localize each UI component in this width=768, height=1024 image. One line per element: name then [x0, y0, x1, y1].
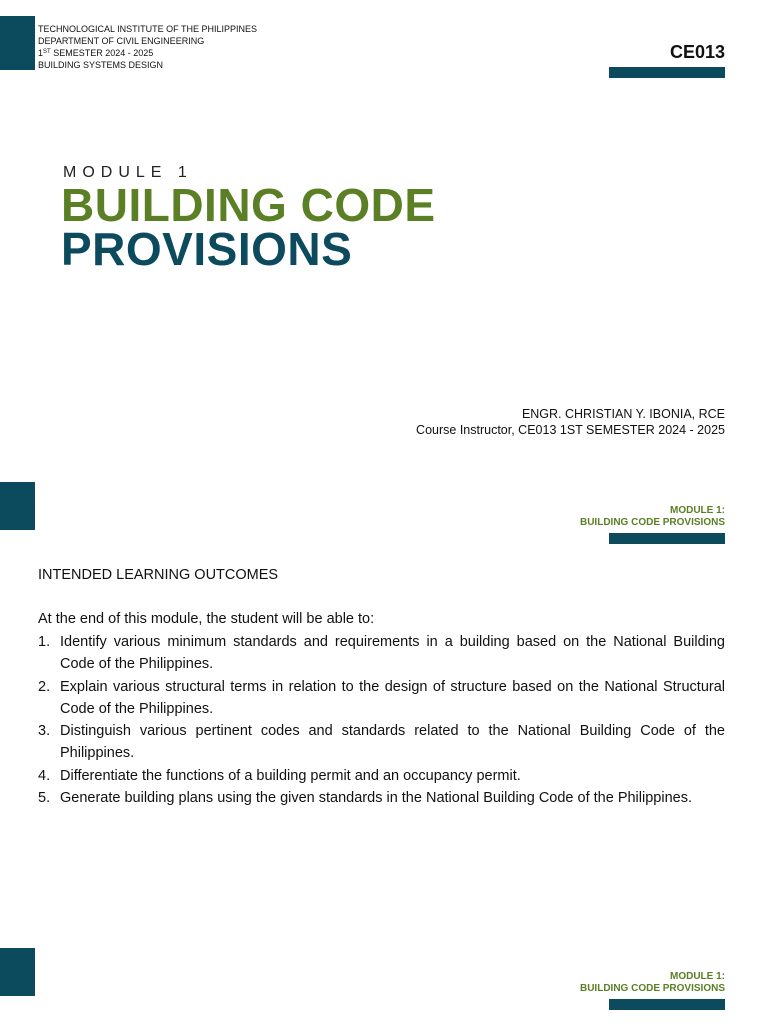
corner-block-top: [0, 16, 35, 70]
outcome-item: 1. Identify various minimum standards and requirements in a building based on the National Building Code of the Philippines.: [38, 634, 725, 673]
ilo-heading: INTENDED LEARNING OUTCOMES: [38, 567, 279, 583]
outcome-item: 2. Explain various structural terms in relation to the design of structure based on the National Structural Code of the Philippines.: [38, 678, 725, 717]
department-name: DEPARTMENT OF CIVIL ENGINEERING: [38, 35, 205, 46]
instructor-name: ENGR. CHRISTIAN Y. IBONIA, RCE: [521, 407, 725, 421]
instructor-role: Course Instructor, CE013 1ST SEMESTER 2024 - 2025: [416, 423, 725, 437]
semester-line: 1ST SEMESTER 2024 - 2025: [38, 48, 154, 58]
outcome-item: 3. Distinguish various pertinent codes and standards related to the National Building Code of the Philippines.: [38, 723, 725, 762]
corner-block-middle: [0, 482, 35, 530]
course-code-underline: [609, 67, 725, 78]
title-line-2: PROVISIONS: [61, 223, 353, 275]
document-header: [38, 24, 257, 71]
module-tag-top-bar: [609, 533, 725, 544]
ilo-intro: At the end of this module, the student will be able to:: [38, 611, 375, 627]
module-label: MODULE 1: [63, 164, 193, 181]
outcome-item: 5. Generate building plans using the given standards in the National Building Code of the Philippines.: [38, 790, 692, 807]
module-tag-bottom-bar: [609, 999, 725, 1010]
module-tag-top: MODULE 1: BUILDING CODE PROVISIONS: [579, 505, 725, 528]
institution-name: TECHNOLOGICAL INSTITUTE OF THE PHILIPPINES: [38, 24, 258, 34]
course-name: BUILDING SYSTEMS DESIGN: [38, 59, 164, 70]
instructor-block: [416, 406, 725, 438]
outcome-item: 4. Differentiate the functions of a building permit and an occupancy permit.: [38, 767, 521, 784]
module-tag-bottom: MODULE 1: BUILDING CODE PROVISIONS: [579, 971, 725, 994]
course-code: CE013: [669, 42, 725, 62]
title-line-1: BUILDING CODE: [61, 179, 436, 231]
outcomes-list: [38, 631, 725, 809]
corner-block-bottom: [0, 948, 35, 996]
